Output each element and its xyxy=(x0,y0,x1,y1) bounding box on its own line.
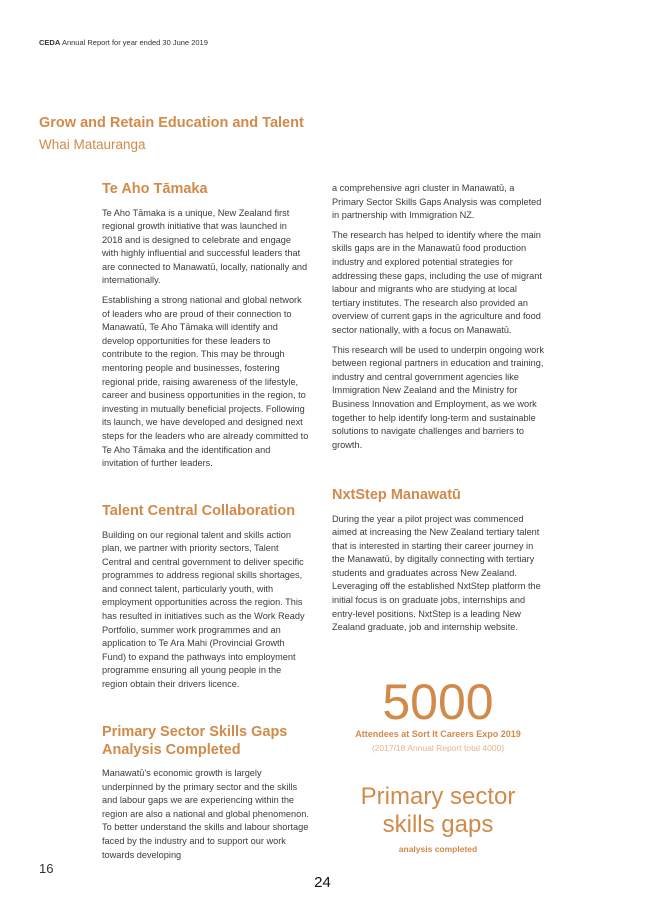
nxtstep-paragraph: During the year a pilot project was commenced aimed at increasing the New Zealand tertiary talent that is interested in starting their career journey in the Manawatū, by digitally connecting with tertiary students and graduates across New Zealand. Leveraging off the established NxtStep platform the initial focus is on graduate jobs, internships and entry-level positions. NxtStep is a leading New Zealand graduate, job and internship website. xyxy=(332,513,541,633)
org-name: CEDA xyxy=(39,38,61,47)
te-aho-tamaka-block xyxy=(102,181,309,477)
report-title: Annual Report for year ended 30 June 2019 xyxy=(61,38,208,47)
talent-central-block xyxy=(102,503,309,698)
te-aho-tamaka-paragraph-1: Te Aho Tāmaka is a unique, New Zealand first regional growth initiative that was launched in 2018 and is designed to celebrate and engage with highly influential and successful leaders that are connected to Manawatū, locally, nationally and internationally. xyxy=(102,207,308,286)
nxtstep-block xyxy=(332,487,544,641)
feature-subtitle: analysis completed xyxy=(398,844,478,854)
attendees-stat-label: Attendees at Sort It Careers Expo 2019 xyxy=(355,729,521,739)
primary-sector-heading: Primary Sector Skills Gaps Analysis Completed xyxy=(102,724,288,758)
report-header xyxy=(39,38,208,47)
primary-sector-block xyxy=(102,724,309,868)
printed-page-number: 16 xyxy=(39,861,54,876)
primary-sector-feature xyxy=(333,783,543,839)
attendees-stat-note: (2017/18 Annual Report total 4000) xyxy=(371,743,505,753)
primary-sector-paragraph-1-continued: a comprehensive agri cluster in Manawatū, a Primary Sector Skills Gaps Analysis was completed in partnership with Immigration NZ. xyxy=(332,183,542,221)
primary-sector-continued-block xyxy=(332,182,544,458)
te-aho-tamaka-paragraph-2: Establishing a strong national and global network of leaders who are proud of their connection to Manawatū, Te Aho Tāmaka will identify and develop opportunities for these leaders to contribute to the region. This may be through mentoring people and businesses, fostering regional pride, raising awareness of the lifestyle, career and business opportunities in the region, to investing in mutually beneficial projects. Following its launch, we have developed and designed next steps for the leaders who are already committed to Te Aho Tāmaka and the identification and invitation of further leaders. xyxy=(102,295,309,469)
section-title: Grow and Retain Education and Talent xyxy=(39,115,304,131)
primary-sector-paragraph-2: The research has helped to identify where the main skills gaps are in the Manawatū food production industry and explored potential strategies for addressing these gaps, including the use of migrant labour and migrants who are studying at local tertiary institutes. The research also provided an overview of current gaps in the agriculture and food sector nationally, with a focus on Manawatū. xyxy=(332,229,542,335)
feature-line-2: skills gaps xyxy=(382,811,494,838)
attendees-stat-value: 5000 xyxy=(382,674,494,730)
primary-sector-paragraph-1: Manawatū's economic growth is largely underpinned by the primary sector and the skills and labour gaps we are experiencing within the region are also a national and global phenomenon. To better understand the skills and labour shortage faced by the industry and to support our work towards developing xyxy=(102,768,309,860)
talent-central-paragraph: Building on our regional talent and skills action plan, we partner with priority sectors, Talent Central and central government to deliver specific programmes to address regional skills shortages, and connect talent, particularly youth, with employment opportunities across the region. This has resulted in initiatives such as the Work Ready Portfolio, summer work programmes and an application to Te Ara Mahi (Provincial Growth Fund) to expand the pathways into employment programme ensuring all young people in the region obtain their drivers licence. xyxy=(102,529,305,690)
talent-central-heading: Talent Central Collaboration xyxy=(102,503,296,519)
nxtstep-heading: NxtStep Manawatū xyxy=(332,487,461,503)
feature-line-1: Primary sector xyxy=(360,783,516,810)
te-aho-tamaka-heading: Te Aho Tāmaka xyxy=(102,181,208,197)
document-page-number: 24 xyxy=(314,874,331,891)
primary-sector-paragraph-3: This research will be used to underpin ongoing work between regional partners in education and training, industry and central government agencies like Immigration New Zealand and the Ministry for Business Innovation and Employment, as we work together to help identify long-term and sustainable solutions to navigate challenges and barriers to growth. xyxy=(332,344,544,450)
section-subtitle: Whai Matauranga xyxy=(39,137,146,152)
